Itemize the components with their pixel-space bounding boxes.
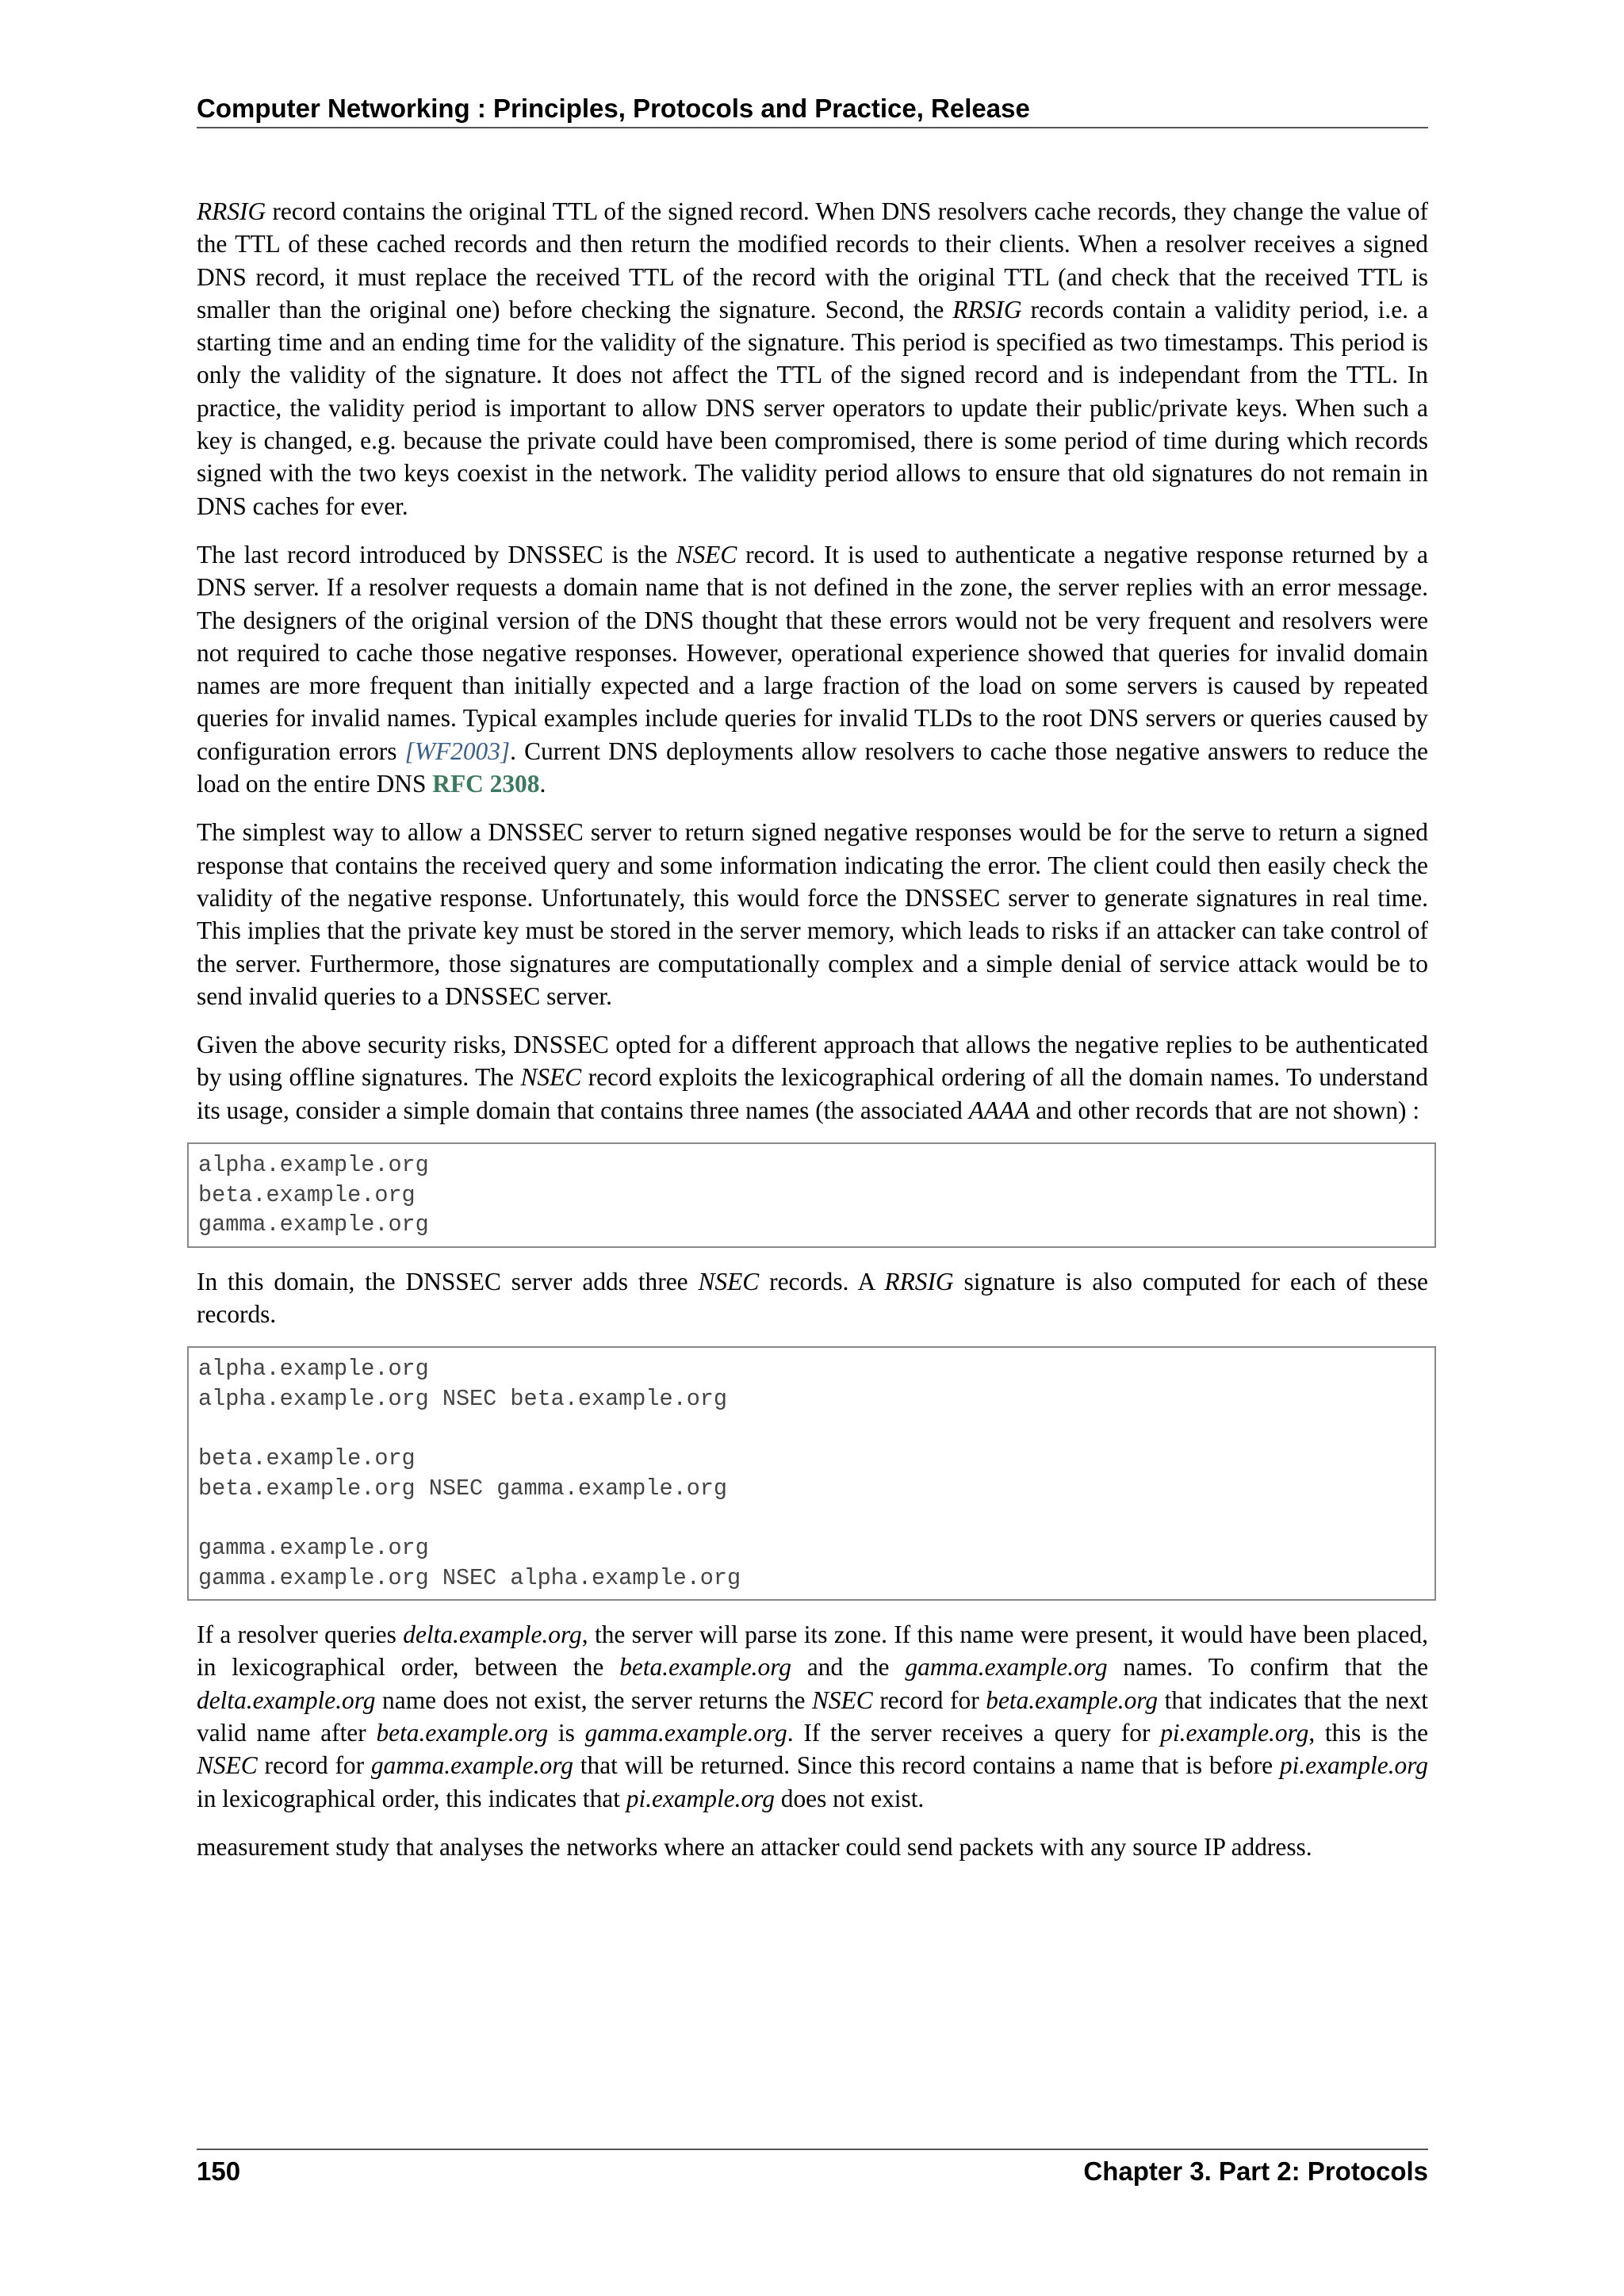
code-block-nsec-records (187, 1346, 1436, 1601)
paragraph-signed-negative: The simplest way to allow a DNSSEC server to return signed negative responses would be for the serve to return a signed response that contains the received query and some information indicating the error. The client could then easily check the validity of the negative response. Unfortunately, this would force the DNSSEC server to generate signatures in real time. This implies that the private key must be stored in the server memory, which leads to risks if an attacker can take control of the server. Furthermore, those signatures are computationally complex and a simple denial of service attack would be to send invalid queries to a DNSSEC server. (197, 818, 1428, 1010)
paragraph-nsec-records: In this domain, the DNSSEC server adds three NSEC records. A RRSIG signature is also computed for each of these records. (197, 1267, 1428, 1329)
running-footer (197, 2149, 1428, 2193)
code-line: beta.example.org (198, 1445, 416, 1472)
running-header (197, 90, 1428, 128)
chapter-title: Chapter 3. Part 2: Protocols (1083, 2156, 1428, 2186)
code-block-domain-names (187, 1142, 1436, 1248)
code-line (198, 1414, 1425, 1445)
book-title: Computer Networking : Principles, Protocols and Practice, Release (197, 94, 1030, 123)
page-number: 150 (197, 2156, 241, 2186)
code-line: alpha.example.org (198, 1356, 429, 1383)
paragraph-resolver-query: If a resolver queries delta.example.org, the server will parse its zone. If this name were present, it would have been placed, in lexicographical order, between the beta.example.org and the gamma.example.org names. To confirm that the delta.example.org name does not exist, the server returns the NSEC record for beta.example.org that indicates that the next valid name after beta.example.org is gamma.example.org. If the server receives a query for pi.example.org, this is the NSEC record for gamma.example.org that will be returned. Since this record contains a name that is before pi.example.org in lexicographical order, this indicates that pi.example.org does not exist. (197, 1621, 1429, 1812)
paragraph-nsec-intro: The last record introduced by DNSSEC is the NSEC record. It is used to authenticate a negative response returned by a DNS server. If a resolver requests a domain name that is not defined in the zone, the server replies with an error message. The designers of the original version of the DNS thought that these errors would not be very frequent and resolvers were not required to cache those negative responses. However, operational experience showed that queries for invalid domain names are more frequent than initially expected and a large fraction of the load on some servers is caused by repeated queries for invalid names. Typical examples include queries for invalid TLDs to the root DNS servers or queries caused by configuration errors [WF2003]. Current DNS deployments allow resolvers to cache those negative answers to reduce the load on the entire DNS RFC 2308. (197, 540, 1428, 798)
code-line: gamma.example.org NSEC alpha.example.org (198, 1564, 741, 1591)
code-line: gamma.example.org (198, 1534, 429, 1561)
citation-link-wf2003[interactable]: [WF2003] (404, 737, 511, 765)
code-line: beta.example.org (198, 1181, 416, 1208)
rfc-link-2308[interactable]: RFC 2308 (432, 770, 540, 798)
code-line: alpha.example.org NSEC beta.example.org (198, 1385, 728, 1412)
code-line (198, 1503, 1425, 1533)
main-content (197, 195, 1428, 1879)
paragraph-offline-signatures: Given the above security risks, DNSSEC opted for a different approach that allows the negative replies to be authenticated by using offline signatures. The NSEC record exploits the lexicographical ordering of all the domain names. To understand its usage, consider a simple domain that contains three names (the associated AAAA and other records that are not shown) : (197, 1031, 1428, 1124)
paragraph-rrsig-ttl: RRSIG record contains the original TTL of the signed record. When DNS resolvers cache records, they change the value of the TTL of these cached records and then return the modified records to their clients. When a resolver receives a signed DNS record, it must replace the received TTL of the record with the original TTL (and check that the received TTL is smaller than the original one) before checking the signature. Second, the RRSIG records contain a validity period, i.e. a starting time and an ending time for the validity of the signature. This period is specified as two timestamps. This period is only the validity of the signature. It does not affect the TTL of the signed record and is independant from the TTL. In practice, the validity period is important to allow DNS server operators to update their public/private keys. When such a key is changed, e.g. because the private could have been compromised, there is some period of time during which records signed with the two keys coexist in the network. The validity period allows to ensure that old signatures do not remain in DNS caches for ever. (197, 197, 1428, 520)
code-line: beta.example.org NSEC gamma.example.org (198, 1475, 728, 1502)
code-line: gamma.example.org (198, 1211, 429, 1238)
code-line: alpha.example.org (198, 1152, 429, 1179)
paragraph-measurement-note: measurement study that analyses the networks where an attacker could send packets with any source IP address. (197, 1832, 1312, 1861)
